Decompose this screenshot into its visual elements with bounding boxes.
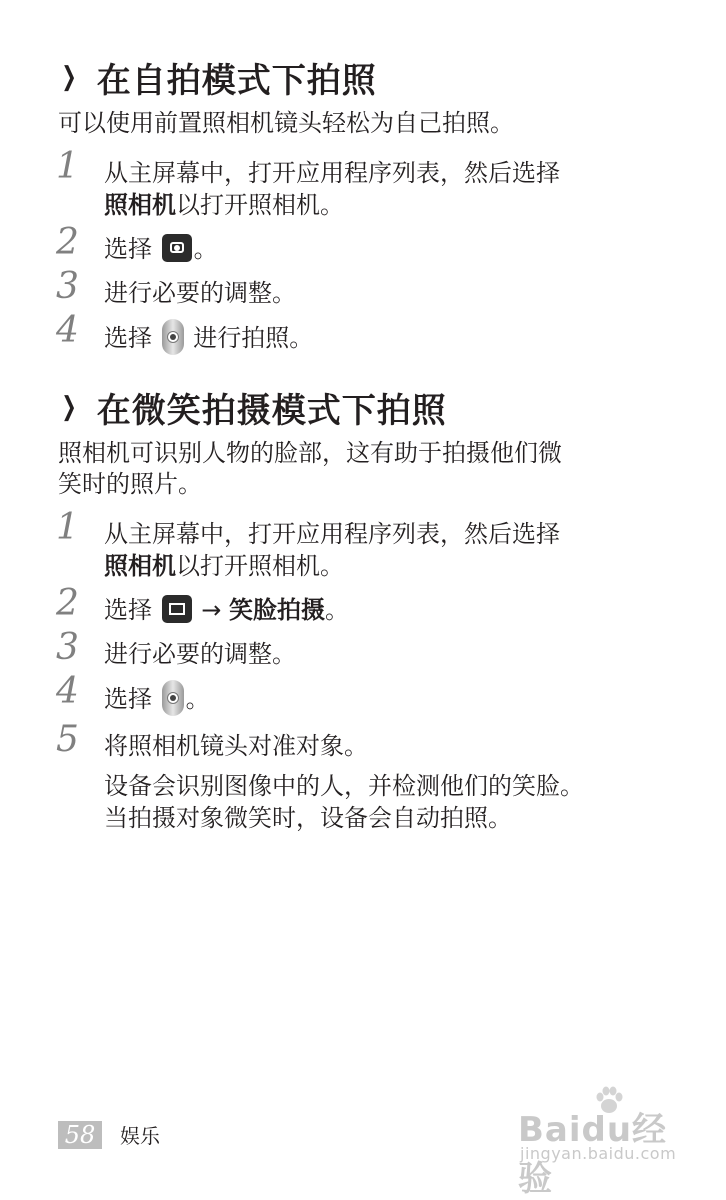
- section-heading: [58, 52, 678, 102]
- step-item: [56, 310, 678, 357]
- step-number: 1: [56, 507, 79, 548]
- step-text: 选择: [104, 685, 152, 713]
- step-text: 从主屏幕中，打开应用程序列表，然后选择: [104, 520, 560, 548]
- section-label: 娱乐: [120, 1124, 160, 1148]
- step-text: 进行拍照。: [193, 324, 314, 352]
- step-item: [56, 719, 678, 762]
- intro-line: 照相机可识别人物的脸部，这有助于拍摄他们微: [58, 439, 562, 467]
- step-item: [56, 583, 678, 626]
- step-text: 以打开照相机。: [176, 552, 344, 580]
- step-text: 。: [193, 235, 218, 263]
- step-item: [56, 266, 678, 309]
- step-number: 4: [56, 671, 79, 712]
- intro-line: 笑时的照片。: [58, 470, 202, 498]
- section-title: 在自拍模式下拍照: [96, 60, 377, 101]
- step-item: [56, 507, 678, 582]
- menu-icon: [162, 595, 192, 623]
- section-intro: [58, 438, 678, 500]
- step-number: 3: [56, 627, 79, 668]
- step-text: 选择: [104, 235, 152, 263]
- step-text: 进行必要的调整。: [104, 279, 296, 307]
- step-number: 3: [56, 266, 79, 307]
- step-text: 进行必要的调整。: [104, 640, 296, 668]
- section-heading: [58, 382, 678, 432]
- step-bold-term: 照相机: [104, 191, 176, 219]
- step-number: 4: [56, 310, 79, 351]
- arrow-glyph: →: [201, 596, 222, 624]
- step-bold-term: 照相机: [104, 552, 176, 580]
- step-number: 2: [56, 222, 79, 263]
- page-number: 58: [58, 1121, 102, 1149]
- shutter-icon: [162, 680, 184, 716]
- step-item: [56, 671, 678, 718]
- step-list: [56, 146, 678, 357]
- step-text: 以打开照相机。: [176, 191, 344, 219]
- watermark-url: jingyan.baidu.com: [520, 1144, 677, 1163]
- chevron-right-icon: ❯: [61, 392, 78, 422]
- note-line: 当拍摄对象微笑时，设备会自动拍照。: [104, 804, 512, 832]
- page-footer: [58, 1120, 160, 1149]
- step-number: 1: [56, 146, 79, 187]
- section-title: 在微笑拍摄模式下拍照: [96, 390, 447, 431]
- step-text: 。: [185, 685, 210, 713]
- step-text: 将照相机镜头对准对象。: [104, 732, 368, 760]
- section-intro: 可以使用前置照相机镜头轻松为自己拍照。: [58, 109, 514, 137]
- step-item: [56, 627, 678, 670]
- step-number: 5: [56, 719, 79, 760]
- step-text: 选择: [104, 324, 152, 352]
- step-bold-term: 笑脸拍摄: [229, 596, 326, 624]
- section-selfie-mode: [58, 52, 678, 369]
- chevron-right-icon: ❯: [61, 62, 78, 92]
- step-text: 从主屏幕中，打开应用程序列表，然后选择: [104, 159, 560, 187]
- camera-switch-icon: [162, 234, 192, 262]
- step-text: 。: [325, 596, 350, 624]
- step-number: 2: [56, 583, 79, 624]
- baidu-watermark: [518, 1086, 688, 1199]
- shutter-icon: [162, 319, 184, 355]
- watermark-brand: Baidu经验: [518, 1110, 668, 1199]
- step-text: 选择: [104, 596, 152, 624]
- note-line: 设备会识别图像中的人，并检测他们的笑脸。: [104, 772, 584, 800]
- step-list: [56, 507, 678, 834]
- step-item: [56, 222, 678, 265]
- section-smile-shot-mode: [58, 382, 678, 834]
- step-note: [58, 770, 678, 834]
- step-item: [56, 146, 678, 221]
